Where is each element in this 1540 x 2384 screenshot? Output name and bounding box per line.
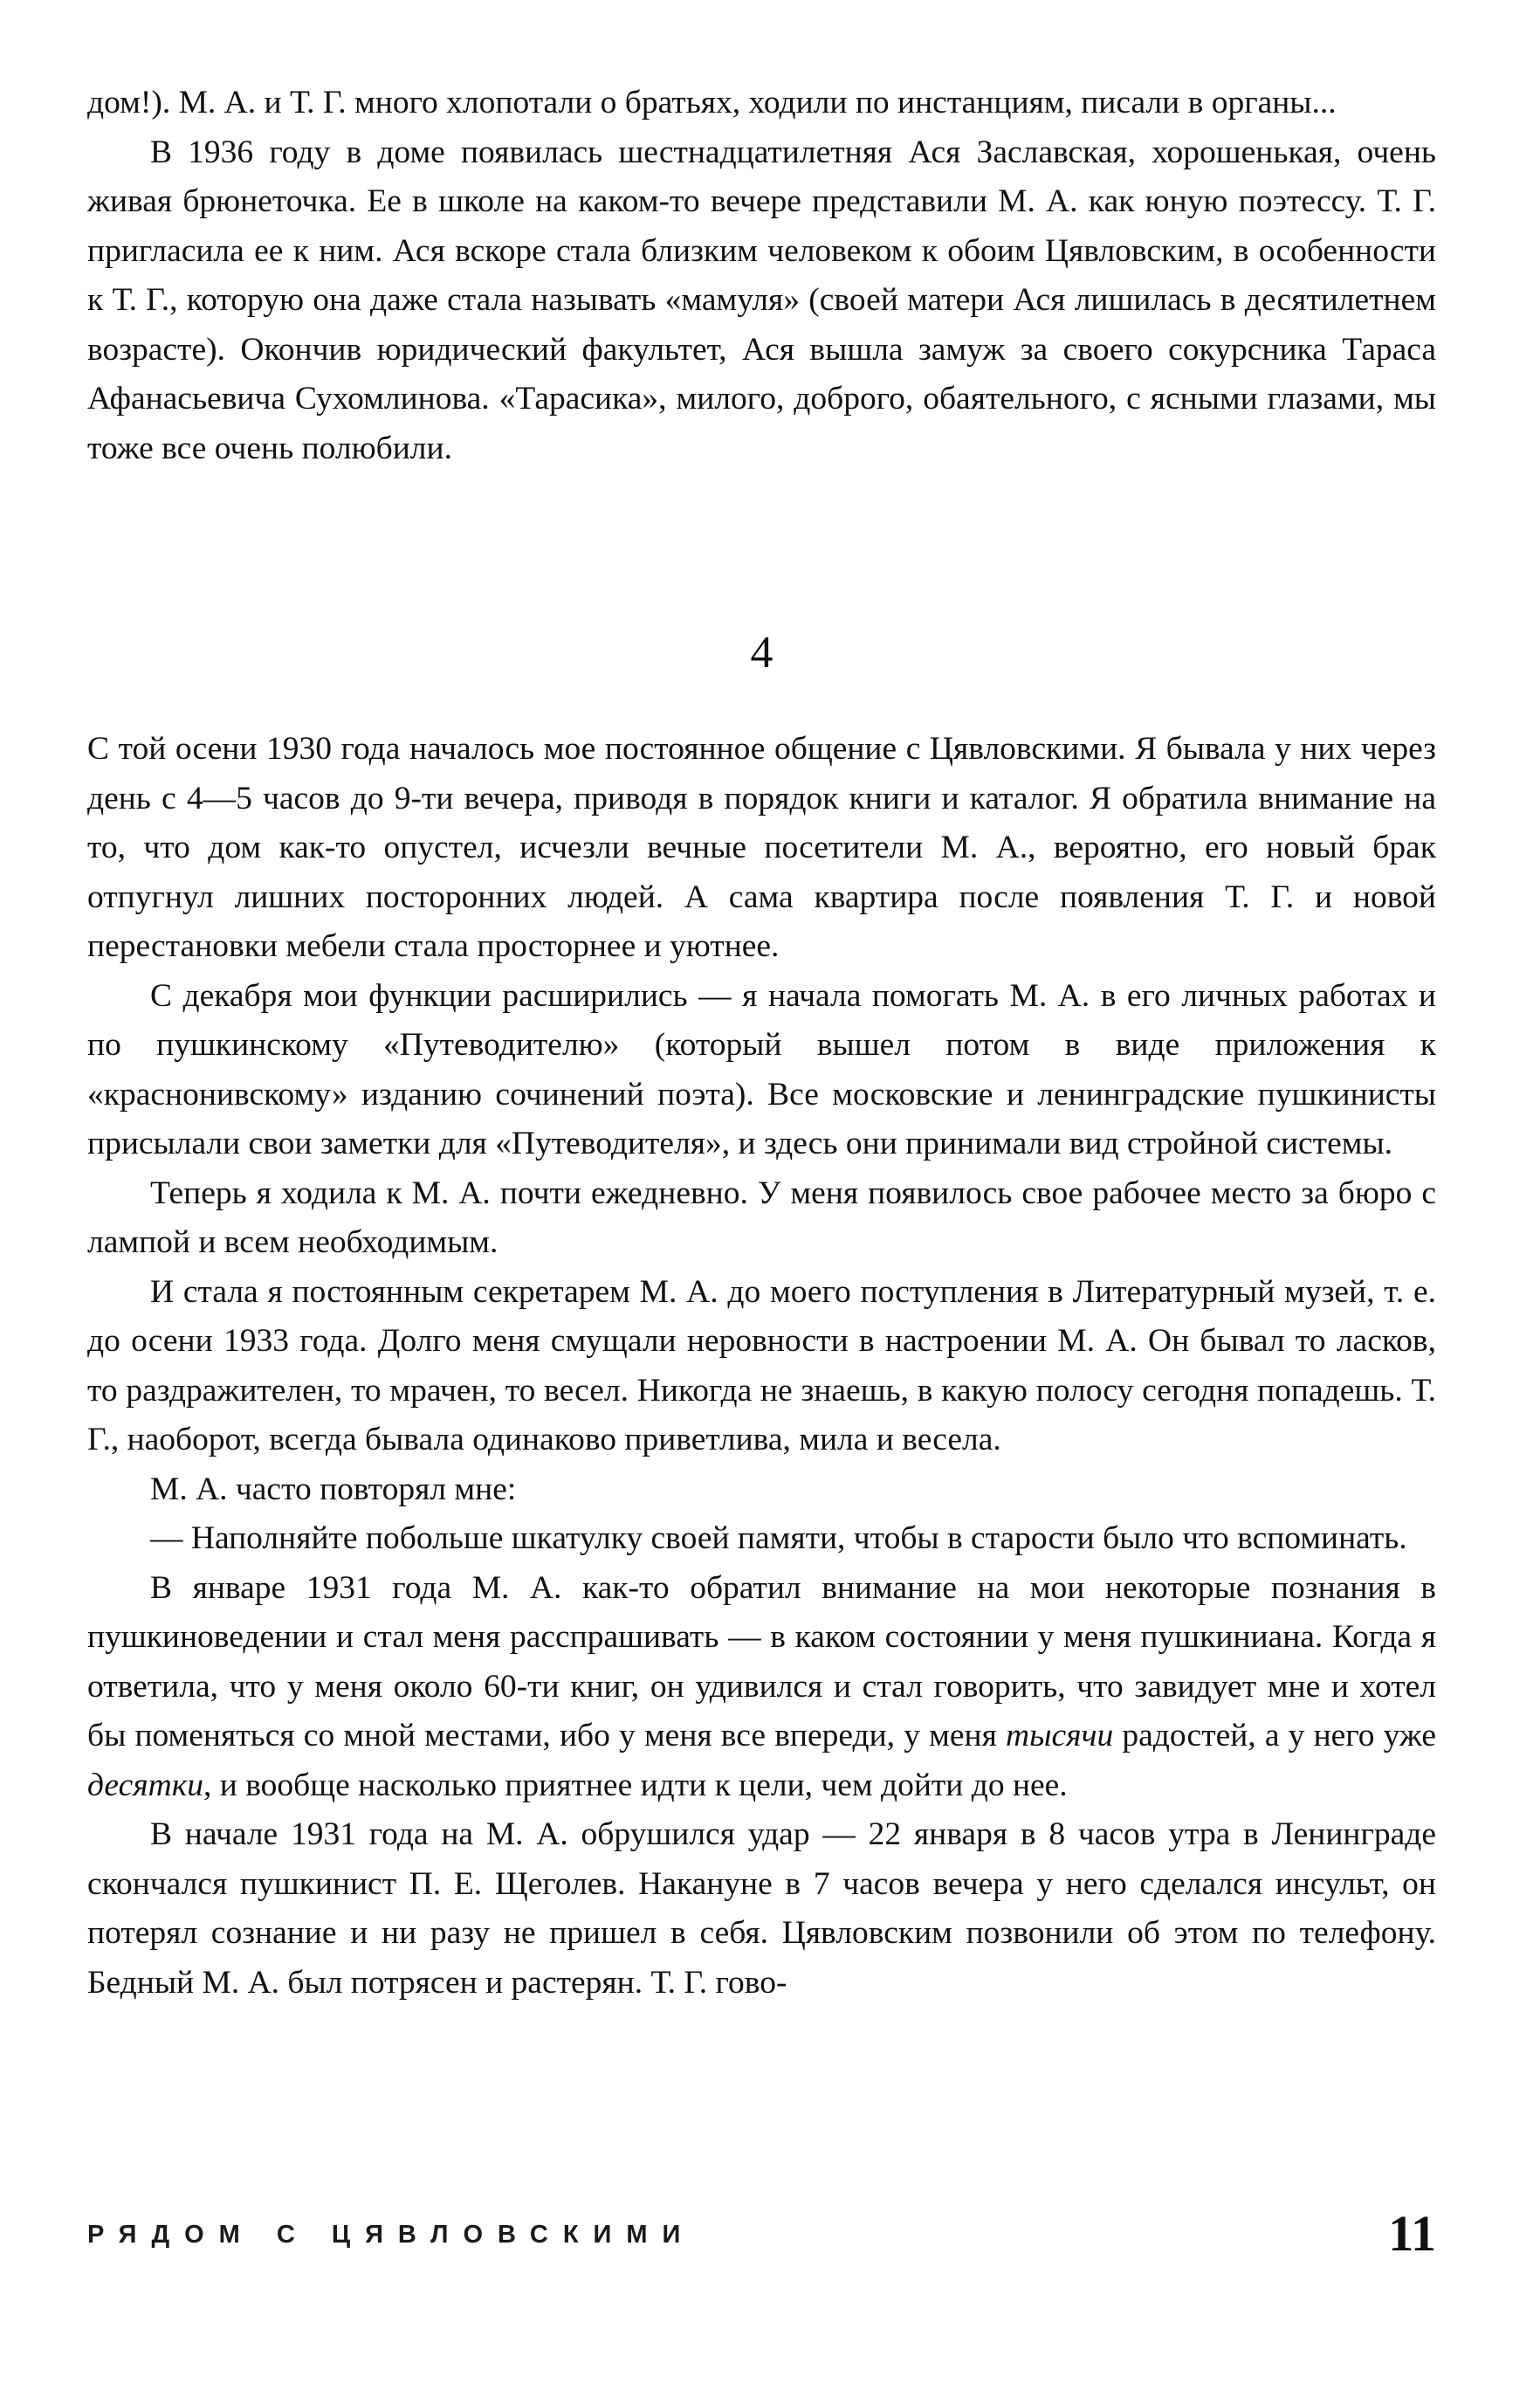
- paragraph-continuation: дом!). М. А. и Т. Г. много хлопотали о братьях, ходили по инстанциям, писали в органы...: [87, 85, 1337, 121]
- page-number: 11: [1388, 2205, 1436, 2262]
- paragraph-repeated: М. А. часто повторял мне:: [150, 1471, 517, 1507]
- paragraph-pushkiniana-part-a: В январе 1931 года М. А. как-то обратил внимание на мои некоторые познания в пушкиноведении и стал меня расспрашивать — в каком состоянии у меня пушкиниана. Когда я ответила, что у меня около 60-ти книг, он удивился и стал говорить, что завидует мне и хотел бы поменяться со мной местами, ибо у меня все впереди, у меня: [87, 1569, 1436, 1754]
- paragraph-secretary: И стала я постоянным секретарем М. А. до моего поступления в Литературный музей, т. е. до осени 1933 года. Долго меня смущали неровности в настроении М. А. Он бывал то ласков, то раздражителен, то мрачен, то весел. Никогда не знаешь, в какую полосу сегодня попадешь. Т. Г., наоборот, всегда бывала одинаково приветлива, мила и весела.: [87, 1273, 1436, 1457]
- emphasis-thousands: тысячи: [1006, 1718, 1114, 1754]
- paragraph-section-opening: С той осени 1930 года началось мое постоянное общение с Цявловскими. Я бывала у них через день с 4—5 часов до 9-ти вечера, приводя в порядок книги и каталог. Я обратила внимание на то, что дом как-то опустел, исчезли вечные посетители М. А., вероятно, его новый брак отпугнул лишних посторонних людей. А сама квартира после появления Т. Г. и новой перестановки мебели стала просторнее и уютнее.: [87, 731, 1436, 964]
- emphasis-tens: десятки: [87, 1767, 204, 1803]
- paragraph-quote: — Наполняйте побольше шкатулку своей памяти, чтобы в старости было что вспоминать.: [150, 1520, 1407, 1556]
- paragraph-daily-visits: Теперь я ходила к М. А. почти ежедневно. У меня появилось свое рабочее место за бюро с лампой и всем необходимым.: [87, 1175, 1436, 1260]
- section-number: 4: [750, 628, 773, 678]
- paragraph-december: С декабря мои функции расширились — я начала помогать М. А. в его личных работах и по пушкинскому «Путеводителю» (который вышел потом в виде приложения к «краснонивскому» изданию сочинений поэта). Все московские и ленинградские пушкинисты присылали свои заметки для «Путеводителя», и здесь они принимали вид стройной системы.: [87, 977, 1436, 1161]
- running-title: РЯДОМ С ЦЯВЛОВСКИМИ: [87, 2221, 696, 2249]
- page-footer: [87, 2201, 1436, 2262]
- section-body: [87, 725, 1436, 2008]
- paragraph-pushkiniana-part-b: радостей, а у него уже: [1113, 1718, 1436, 1754]
- paragraph-pushkiniana: [87, 1564, 1436, 1811]
- page-content: [87, 79, 1436, 2001]
- paragraph-asya: В 1936 году в доме появилась шестнадцатилетняя Ася Заславская, хорошенькая, очень живая брюнеточка. Ее в школе на каком-то вечере представили М. А. как юную поэтессу. Т. Г. пригласила ее к ним. Ася вскоре стала близким человеком к обоим Цявловским, в особенности к Т. Г., которую она даже стала называть «мамуля» (своей матери Ася лишилась в десятилетнем возрасте). Окончив юридический факультет, Ася вышла замуж за своего сокурсника Тараса Афанасьевича Сухомлинова. «Тарасика», милого, доброго, обаятельного, с ясными глазами, мы тоже все очень полюбили.: [87, 134, 1436, 466]
- paragraph-shchegolev: В начале 1931 года на М. А. обрушился удар — 22 января в 8 часов утра в Ленинграде скончался пушкинист П. Е. Щеголев. Накануне в 7 часов вечера у него сделался инсульт, он потерял сознание и ни разу не пришел в себя. Цявловским позвонили об этом по телефону. Бедный М. А. был потрясен и растерян. Т. Г. гово-: [87, 1816, 1436, 2001]
- paragraph-pushkiniana-part-c: , и вообще насколько приятнее идти к цели, чем дойти до нее.: [203, 1767, 1068, 1803]
